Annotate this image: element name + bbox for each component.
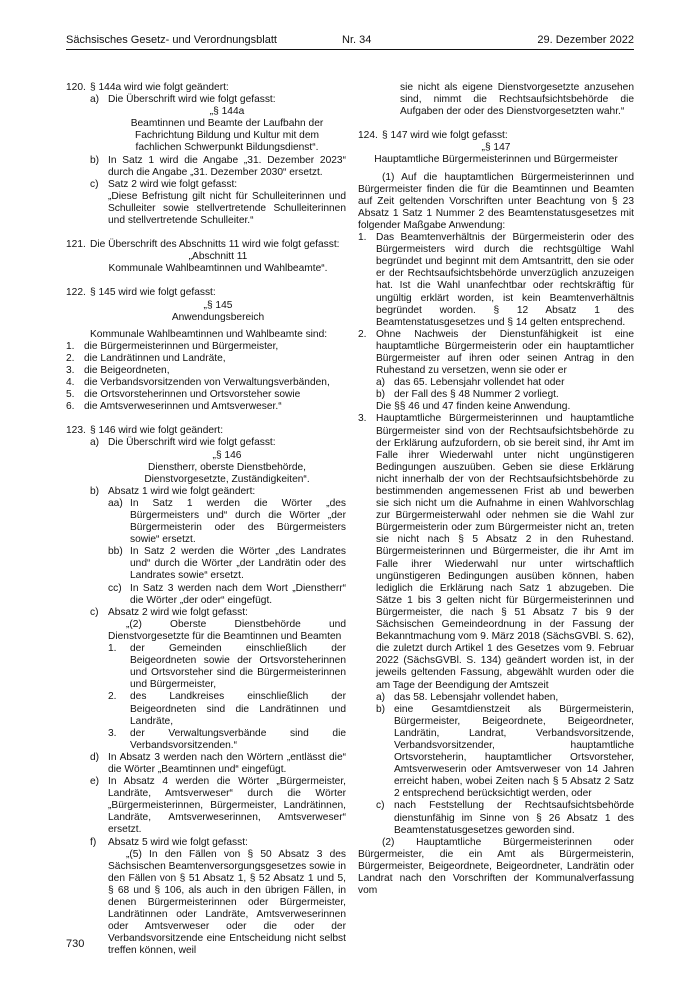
list-note: Die §§ 46 und 47 finden keine Anwendung. xyxy=(376,401,571,413)
paragraph-2: (2) Hauptamtliche Bürgermeisterinnen oder Bürgermeister, die ein Amt als Bürgermeisterin, Bürgermeister, Beigeordnete, Beigeordneter, Landrätin oder Landrat nach den Vorschriften der Kommunalverfassung vom xyxy=(358,836,634,897)
section-123-a: a) Die Überschrift wird wie folgt gefasst: „§ 146 Dienstherr, oberste Dienstbehörde, Dienstvorgesetzte, Zuständigkeiten“. xyxy=(90,437,310,485)
list-item: 4. die Verbandsvorsitzenden von Verwaltungsverbänden, xyxy=(66,377,330,389)
list-item: 1. die Bürgermeisterinnen und Bürgermeister, xyxy=(66,340,279,352)
section-120-b: b) In Satz 1 wird die Angabe „31. Dezember 2023“ durch die Angabe „31. Dezember 2030“ ersetzt. xyxy=(90,154,346,178)
journal-title: Sächsisches Gesetz- und Verordnungsblatt xyxy=(66,34,277,46)
paragraph-1: (1) Auf die hauptamtlichen Bürgermeisterinnen und Bürgermeister finden die für die Beamtinnen und Beamten auf Zeit geltenden Vorschriften unter Beachtung von § 23 Absatz 1 Satz 1 Nummer 2 des Beamtenstatusgesetzes mit folgender Maßgabe Anwendung: xyxy=(358,171,634,231)
list-item: 1. der Gemeinden einschließlich der Beigeordneten sowie der Ortsvorsteherinnen und Ortsvorsteher sind die Bürgermeisterinnen und Bürgermeister, xyxy=(108,643,346,691)
list-item: 3. die Beigeordneten, xyxy=(66,364,170,376)
sub-item: c) nach Feststellung der Rechtsaufsichtsbehörde dienstunfähig im Sinne von § 26 Absatz 1 des Beamtenstatusgesetzes geworden sind. xyxy=(376,800,634,836)
section-120: 120. § 144a wird wie folgt geändert: xyxy=(66,82,229,93)
section-122: 122. § 145 wird wie folgt gefasst: „§ 145 Anwendungsbereich xyxy=(66,287,265,323)
continuation-text: sie nicht als eigene Dienstvorgesetzte anzusehen sind, nimmt die Rechtsaufsichtsbehörde die Aufgaben der oder des Dienstvorgesetzten wahr.“ xyxy=(400,82,634,118)
section-120-c: c) Satz 2 wird wie folgt gefasst: „Diese Befristung gilt nicht für Schulleiterinnen und Schulleiter sowie stellvertretende Schulleiterinnen und stellvertretende Schulleiter.“ xyxy=(90,178,346,227)
list-item: 6. die Amtsverweserinnen und Amtsverweser.“ xyxy=(66,401,282,413)
page-number: 730 xyxy=(66,938,85,950)
header-rule xyxy=(66,49,634,50)
section-122-list xyxy=(66,341,346,414)
section-120-a: a) Die Überschrift wird wie folgt gefasst: „§ 144a Beamtinnen und Beamte der Laufbahn der Fachrichtung Bildung und Kultur mit dem fachlichen Schwerpunkt Bildungsdienst“. xyxy=(90,94,324,154)
right-column xyxy=(358,82,634,897)
sub-item: b) eine Gesamtdienstzeit als Bürgermeisterin, Bürgermeister, Beigeordnete, Beigeordneter, Landrätin, Landrat, Verbandsvorsitzende, Verbandsvorsitzender, hauptamtliche Ortsvorsteherin, hauptamtlicher Ortsvorsteher, Amtsverweserin oder Amtsverweser von 14 Jahren erreicht haben, wobei Zeiten nach § 5 Absatz 2 Satz 2 entsprechend berücksichtigt werden, oder xyxy=(376,703,634,800)
section-123-d: d) In Absatz 3 werden nach den Wörtern „entlässt die“ die Wörter „Beamtinnen und“ eingefügt. xyxy=(90,751,346,775)
section-122-body: Kommunale Wahlbeamtinnen und Wahlbeamte sind: xyxy=(90,328,328,340)
section-123-b-bb: bb) In Satz 2 werden die Wörter „des Landrates und“ durch die Wörter „der Landrätin oder des Landrates sowie“ ersetzt. xyxy=(108,546,346,582)
section-123-b: b) Absatz 1 wird wie folgt geändert: xyxy=(90,485,256,497)
issue-number: Nr. 34 xyxy=(342,34,372,46)
list-item: 1. Das Beamtenverhältnis der Bürgermeisterin oder des Bürgermeisters wird durch die rechtsgültige Wahl begründet und beginnt mit dem Amtsantritt, den sie oder er der Rechtsaufsichtsbehörde unverzüglich anzuzeigen hat. Ist die Wahl unanfechtbar oder rechtskräftig für ungültig erklärt worden, ist kein Beamtenverhältnis begründet worden. § 12 Absatz 1 des Beamtenstatusgesetzes und § 14 gelten entsprechend. xyxy=(358,232,634,328)
section-123-e: e) In Absatz 4 werden die Wörter „Bürgermeister, Landräte, Amtsverweser“ durch die Wörter „Bürgermeisterinnen, Bürgermeister, Landrätinnen, Landräte, Amtsverweserinnen, Amtsverweser“ ersetzt. xyxy=(90,776,346,836)
sub-item: b) der Fall des § 48 Nummer 2 vorliegt. xyxy=(376,389,559,401)
section-123: 123. § 146 wird wie folgt geändert: xyxy=(66,425,224,437)
section-123-b-aa: aa) In Satz 1 werden die Wörter „des Bürgermeisters und“ durch die Wörter „der Bürgermeisterin oder des Bürgermeisters sowie“ ersetzt. xyxy=(108,497,346,546)
section-121: 121. Die Überschrift des Abschnitts 11 wird wie folgt gefasst: „Abschnitt 11 Kommunale Wahlbeamtinnen und Wahlbeamte“. xyxy=(66,239,340,275)
page-header xyxy=(66,34,634,48)
section-124: 124. § 147 wird wie folgt gefasst: xyxy=(358,130,508,142)
list-item: 5. die Ortsvorsteherinnen und Ortsvorsteher sowie xyxy=(66,389,301,401)
left-column xyxy=(66,82,346,957)
section-123-b-cc: cc) In Satz 3 werden nach dem Wort „Dienstherr“ die Wörter „der oder“ eingefügt. xyxy=(108,582,346,606)
list-item: 2. des Landkreises einschließlich der Beigeordneten sind die Landrätinnen und Landräte, xyxy=(108,691,346,727)
list-item: 2. die Landrätinnen und Landräte, xyxy=(66,352,226,364)
list-item: 3. Hauptamtliche Bürgermeisterinnen und hauptamtliche Bürgermeister sind von der Rechtsaufsichtsbehörde zu der Erklärung aufzufordern, ob sie bereit sind, ihr Amt im Falle ihrer Wiederwahl unter nicht ungünstigeren Bedingungen auszuüben. Geben sie diese Erklärung nicht innerhalb der von der Rechtsaufsichtsbehörde zu bestimmenden angemessenen Frist ab und bewerben sie sich nicht um die Aufnahme in einen Wahlvorschlag zur Bürgermeisterwahl oder nehmen sie die Wahl zur Bürgermeisterin oder zum Bürgermeister nicht an, treten sie nicht nach § 5 Absatz 2 in den Ruhestand. Bürgermeisterinnen und Bürgermeister, die ihr Amt im Falle ihrer Wiederwahl nur unter wirtschaftlich ungünstigeren Bedingungen ausüben können, haben lediglich die Erklärung nach Satz 1 abzugeben. Die Sätze 1 bis 3 gelten nicht für Bürgermeisterinnen und Bürgermeister, die nach § 51 Absatz 7 bis 9 der Sächsischen Gemeindeordnung in der Fassung der Bekanntmachung vom 9. März 2018 (SächsGVBl. S. 62), die zuletzt durch Artikel 1 des Gesetzes vom 9. Februar 2022 (SächsGVBl. S. 134) geändert worden ist, in der jeweils geltenden Fassung, abgewählt wurden oder die am Tage der Beendigung der Amtszeit xyxy=(358,413,634,691)
section-heading: „§ 147 xyxy=(481,142,511,154)
list-item: 2. Ohne Nachweis der Dienstunfähigkeit ist eine hauptamtliche Bürgermeisterin oder ein hauptamtlicher Bürgermeister auf ihren oder seinen Antrag in den Ruhestand zu versetzen, wenn sie oder er xyxy=(358,328,634,377)
section-123-f: f) Absatz 5 wird wie folgt gefasst: „(5) In den Fällen von § 50 Absatz 3 des Sächsischen Beamtenversorgungsgesetzes sowie in den Fällen von § 51 Absatz 1, § 52 Absatz 1 und 5, § 68 und § 106, als auch in den übrigen Fällen, in denen Bürgermeisterinnen oder Bürgermeister, Landrätinnen oder Landräte, Amtsverweserinnen oder Amtsverweser oder die oder der Verbandsvorsitzende eine Entscheidung nicht selbst treffen können, weil xyxy=(90,836,346,957)
section-123-c: c) Absatz 2 wird wie folgt gefasst: „(2) Oberste Dienstbehörde und Dienstvorgesetzte für die Beamtinnen und Beamten xyxy=(90,606,346,642)
list-item: 3. der Verwaltungsverbände sind die Verbandsvorsitzenden.“ xyxy=(108,727,346,751)
sub-item: a) das 58. Lebensjahr vollendet haben, xyxy=(376,691,559,703)
issue-date: 29. Dezember 2022 xyxy=(537,34,634,46)
sub-item: a) das 65. Lebensjahr vollendet hat oder xyxy=(376,377,565,389)
section-title: Hauptamtliche Bürgermeisterinnen und Bürgermeister xyxy=(374,154,618,166)
